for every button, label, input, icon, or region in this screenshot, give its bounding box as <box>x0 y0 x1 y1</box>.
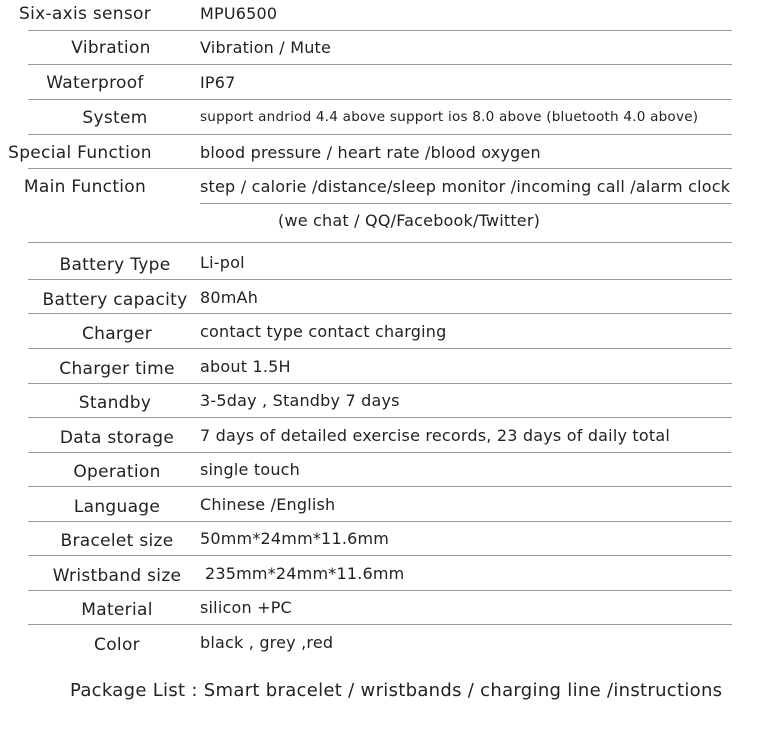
spec-value-bracelet-size: 50mm*24mm*11.6mm <box>200 529 390 548</box>
divider <box>28 452 732 453</box>
spec-value-vibration: Vibration / Mute <box>200 38 332 57</box>
divider <box>28 383 732 384</box>
spec-label-charger: Charger <box>81 324 153 344</box>
divider <box>28 279 732 280</box>
spec-value-operation: single touch <box>200 460 300 479</box>
spec-label-six-axis-sensor: Six-axis sensor <box>18 4 151 24</box>
spec-value-language: Chinese /English <box>200 495 336 514</box>
divider <box>200 203 732 204</box>
spec-label-color: Color <box>94 635 140 655</box>
divider <box>28 30 732 31</box>
divider <box>28 590 732 591</box>
spec-value-data-storage: 7 days of detailed exercise records, 23 days of daily total <box>200 426 671 445</box>
spec-label-operation: Operation <box>73 462 161 482</box>
divider <box>28 486 732 487</box>
divider <box>28 99 732 100</box>
spec-label-wristband-size: Wristband size <box>52 566 182 586</box>
spec-label-charger-time: Charger time <box>59 359 175 379</box>
spec-value-system: support andriod 4.4 above support ios 8.0 above (bluetooth 4.0 above) <box>200 109 699 125</box>
spec-value-standby: 3-5day , Standby 7 days <box>200 391 400 410</box>
spec-value-material: silicon +PC <box>200 598 292 617</box>
spec-value-six-axis-sensor: MPU6500 <box>200 4 278 23</box>
spec-label-main-function: Main Function <box>23 177 147 197</box>
spec-value-waterproof: IP67 <box>200 73 236 92</box>
spec-value-charger-time: about 1.5H <box>200 357 291 376</box>
spec-label-material: Material <box>81 600 153 620</box>
spec-value-charger: contact type contact charging <box>200 322 447 341</box>
package-list: Package List : Smart bracelet / wristbands / charging line /instructions <box>70 680 723 701</box>
spec-label-battery-type: Battery Type <box>59 255 171 275</box>
divider <box>28 624 732 625</box>
spec-label-bracelet-size: Bracelet size <box>60 531 174 551</box>
divider <box>28 242 732 243</box>
spec-label-special-function: Special Function <box>8 143 152 163</box>
spec-label-battery-capacity: Battery capacity <box>42 290 188 310</box>
divider <box>28 313 732 314</box>
spec-value-wristband-size: 235mm*24mm*11.6mm <box>205 564 405 583</box>
spec-value-special-function: blood pressure / heart rate /blood oxygen <box>200 143 541 162</box>
spec-label-system: System <box>82 108 148 128</box>
spec-value-main-function-continuation: (we chat / QQ/Facebook/Twitter) <box>278 211 541 230</box>
divider <box>28 348 732 349</box>
spec-label-standby: Standby <box>78 393 152 413</box>
spec-value-battery-capacity: 80mAh <box>200 288 259 307</box>
divider <box>28 64 732 65</box>
divider <box>28 134 732 135</box>
divider <box>28 168 732 169</box>
spec-value-main-function: step / calorie /distance/sleep monitor /incoming call /alarm clock <box>200 177 731 196</box>
divider <box>28 417 732 418</box>
divider <box>28 555 732 556</box>
spec-value-color: black , grey ,red <box>200 633 334 652</box>
spec-value-battery-type: Li-pol <box>200 253 245 272</box>
spec-label-data-storage: Data storage <box>59 428 175 448</box>
divider <box>28 521 732 522</box>
spec-label-vibration: Vibration <box>71 38 151 58</box>
spec-label-language: Language <box>73 497 161 517</box>
spec-label-waterproof: Waterproof <box>46 73 144 93</box>
